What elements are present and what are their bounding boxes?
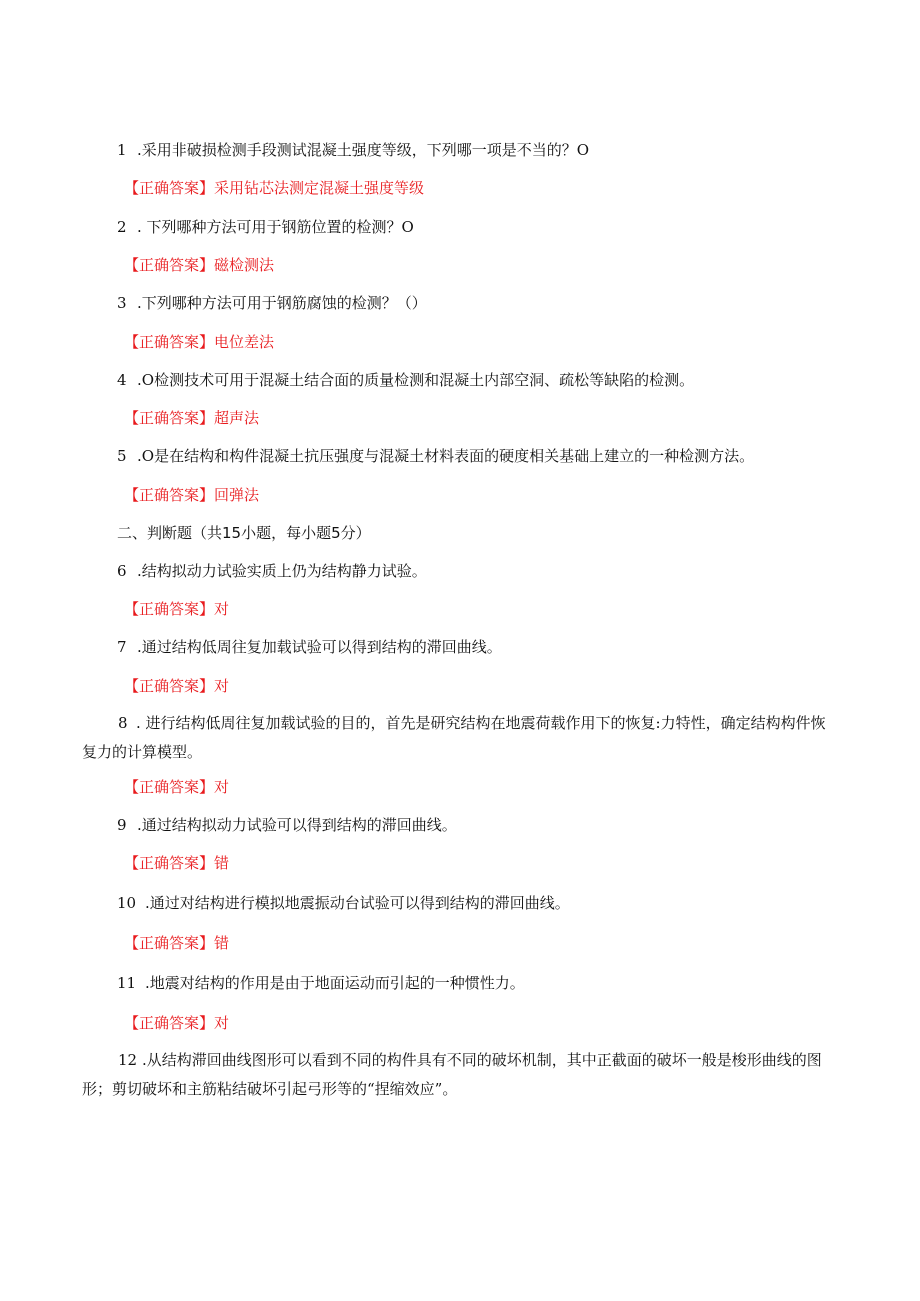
question-text: .采用非破损检测手段测试混凝土强度等级，下列哪一项是不当的？O [137,141,590,159]
question-text: .通过对结构进行模拟地震振动台试验可以得到结构的滞回曲线。 [145,894,570,912]
answer-text: 采用钻芯法测定混凝土强度等级 [214,179,425,197]
question-number: 4 [117,371,127,389]
question-1 [117,141,589,159]
answer-text: 错 [214,934,230,952]
question-number: 2 [117,218,127,236]
answer-label: 【正确答案】 [124,934,215,952]
answer-6 [124,600,229,618]
answer-8 [124,778,229,796]
answer-text: 超声法 [214,409,260,427]
question-4 [117,371,694,389]
answer-1 [124,179,424,197]
question-text: .下列哪种方法可用于钢筋腐蚀的检测？（） [137,294,427,312]
question-12 [82,1046,830,1104]
answer-text: 对 [214,778,230,796]
answer-3 [124,333,274,351]
answer-label: 【正确答案】 [124,256,215,274]
answer-label: 【正确答案】 [124,778,215,796]
answer-label: 【正确答案】 [124,486,215,504]
answer-label: 【正确答案】 [124,333,215,351]
question-number: 10 [117,894,137,912]
answer-9 [124,854,229,872]
question-number: 8 [118,714,128,732]
answer-text: 电位差法 [214,333,275,351]
question-number: 1 [117,141,127,159]
question-text: .结构拟动力试验实质上仍为结构静力试验。 [137,562,427,580]
answer-11 [124,1014,229,1032]
answer-label: 【正确答案】 [124,179,215,197]
answer-text: 错 [214,854,230,872]
question-number: 6 [117,562,127,580]
question-text: .地震对结构的作用是由于地面运动而引起的一种惯性力。 [145,974,525,992]
answer-10 [124,934,229,952]
question-8 [82,709,827,767]
question-number: 3 [117,294,127,312]
question-2 [117,218,414,236]
question-3 [117,294,427,312]
question-text: . 进行结构低周往复加载试验的目的，首先是研究结构在地震荷载作用下的恢复:力特性，确定结构构件恢复力的计算模型。 [82,714,826,761]
question-text: .O检测技术可用于混凝土结合面的质量检测和混凝土内部空洞、疏松等缺陷的检测。 [137,371,695,389]
answer-text: 回弹法 [214,486,260,504]
answer-2 [124,256,274,274]
answer-text: 磁检测法 [214,256,275,274]
answer-7 [124,677,229,695]
question-number: 5 [117,447,127,465]
answer-label: 【正确答案】 [124,409,215,427]
question-11 [117,974,525,992]
answer-label: 【正确答案】 [124,677,215,695]
answer-4 [124,409,259,427]
question-5 [117,447,754,465]
answer-text: 对 [214,1014,230,1032]
question-10 [117,894,570,912]
answer-5 [124,486,259,504]
answer-label: 【正确答案】 [124,1014,215,1032]
question-number: 12 [118,1051,138,1069]
answer-text: 对 [214,677,230,695]
question-9 [117,816,457,834]
question-number: 9 [117,816,127,834]
section-heading: 二、判断题（共15小题，每小题5分） [117,524,371,542]
question-7 [117,638,502,656]
question-text: .从结构滞回曲线图形可以看到不同的构件具有不同的破坏机制，其中正截面的破坏一般是梭形曲线的图形；剪切破坏和主筋粘结破坏引起弓形等的“捏缩效应”。 [82,1051,822,1098]
question-text: .通过结构拟动力试验可以得到结构的滞回曲线。 [137,816,457,834]
question-6 [117,562,427,580]
question-number: 11 [117,974,137,992]
answer-text: 对 [214,600,230,618]
question-text: .O是在结构和构件混凝土抗压强度与混凝土材料表面的硬度相关基础上建立的一种检测方法。 [137,447,755,465]
question-text: . 下列哪种方法可用于钢筋位置的检测？O [137,218,414,236]
answer-label: 【正确答案】 [124,854,215,872]
question-number: 7 [117,638,127,656]
answer-label: 【正确答案】 [124,600,215,618]
question-text: .通过结构低周往复加载试验可以得到结构的滞回曲线。 [137,638,502,656]
